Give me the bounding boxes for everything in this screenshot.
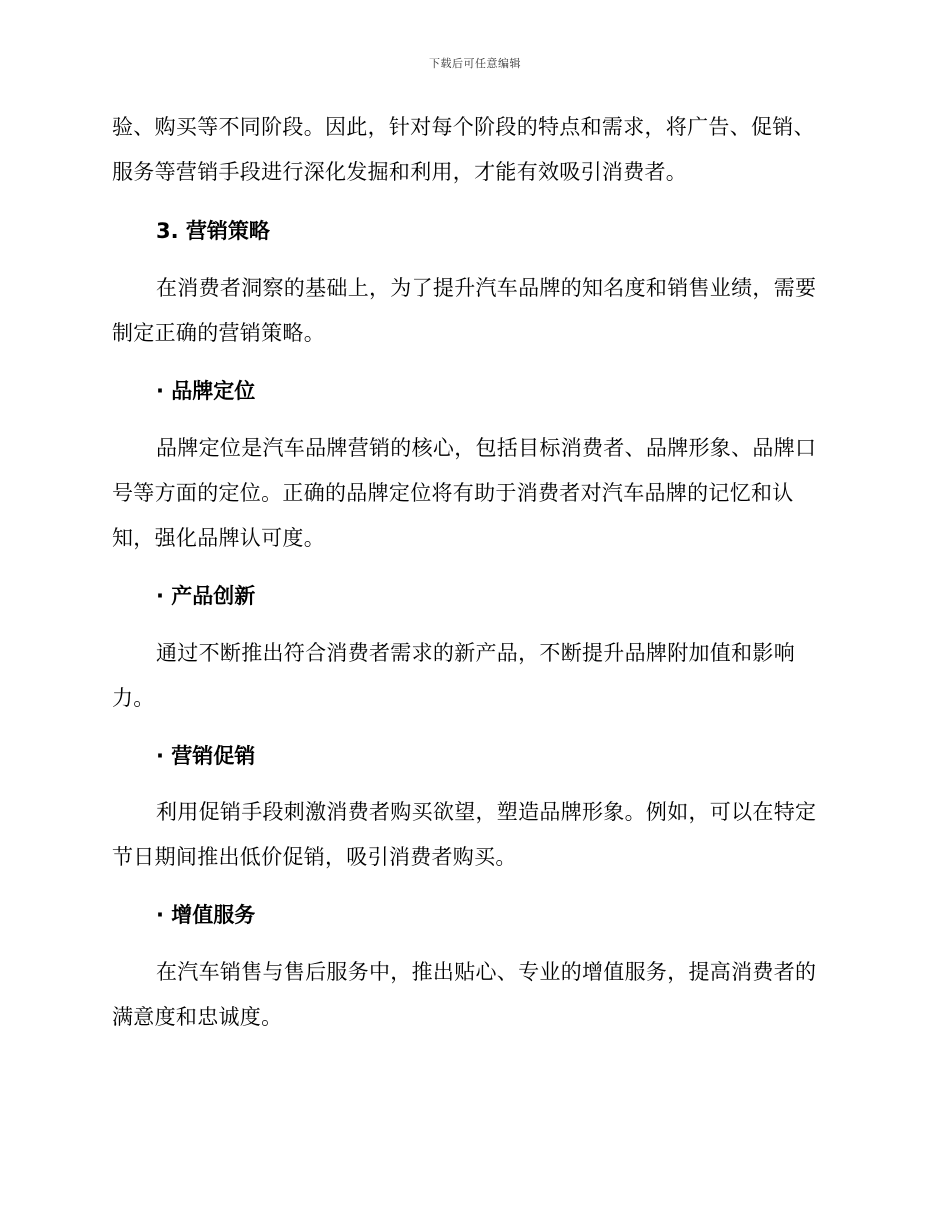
subheading-value-added-service: · 增值服务 <box>156 903 256 927</box>
subheading-product-innovation: · 产品创新 <box>156 584 256 608</box>
paragraph-brand-positioning: 品牌定位是汽车品牌营销的核心，包括目标消费者、品牌形象、品牌口号等方面的定位。正确的品牌定位将有助于消费者对汽车品牌的记忆和认知，强化品牌认可度。 <box>112 436 817 550</box>
section-heading-strategy: 3. 营销策略 <box>156 219 270 243</box>
page-header: 下载后可任意编辑 <box>429 57 521 70</box>
paragraph-intro: 验、购买等不同阶段。因此，针对每个阶段的特点和需求，将广告、促销、服务等营销手段进行深化发掘和利用，才能有效吸引消费者。 <box>112 115 815 184</box>
subheading-brand-positioning: · 品牌定位 <box>156 379 256 403</box>
paragraph-strategy: 在消费者洞察的基础上，为了提升汽车品牌的知名度和销售业绩，需要制定正确的营销策略。 <box>112 276 817 345</box>
paragraph-marketing-promotion: 利用促销手段刺激消费者购买欲望，塑造品牌形象。例如，可以在特定节日期间推出低价促销，吸引消费者购买。 <box>112 800 817 869</box>
paragraph-value-added-service: 在汽车销售与售后服务中，推出贴心、专业的增值服务，提高消费者的满意度和忠诚度。 <box>112 960 817 1029</box>
subheading-marketing-promotion: · 营销促销 <box>156 744 256 768</box>
paragraph-product-innovation: 通过不断推出符合消费者需求的新产品，不断提升品牌附加值和影响力。 <box>112 641 795 710</box>
